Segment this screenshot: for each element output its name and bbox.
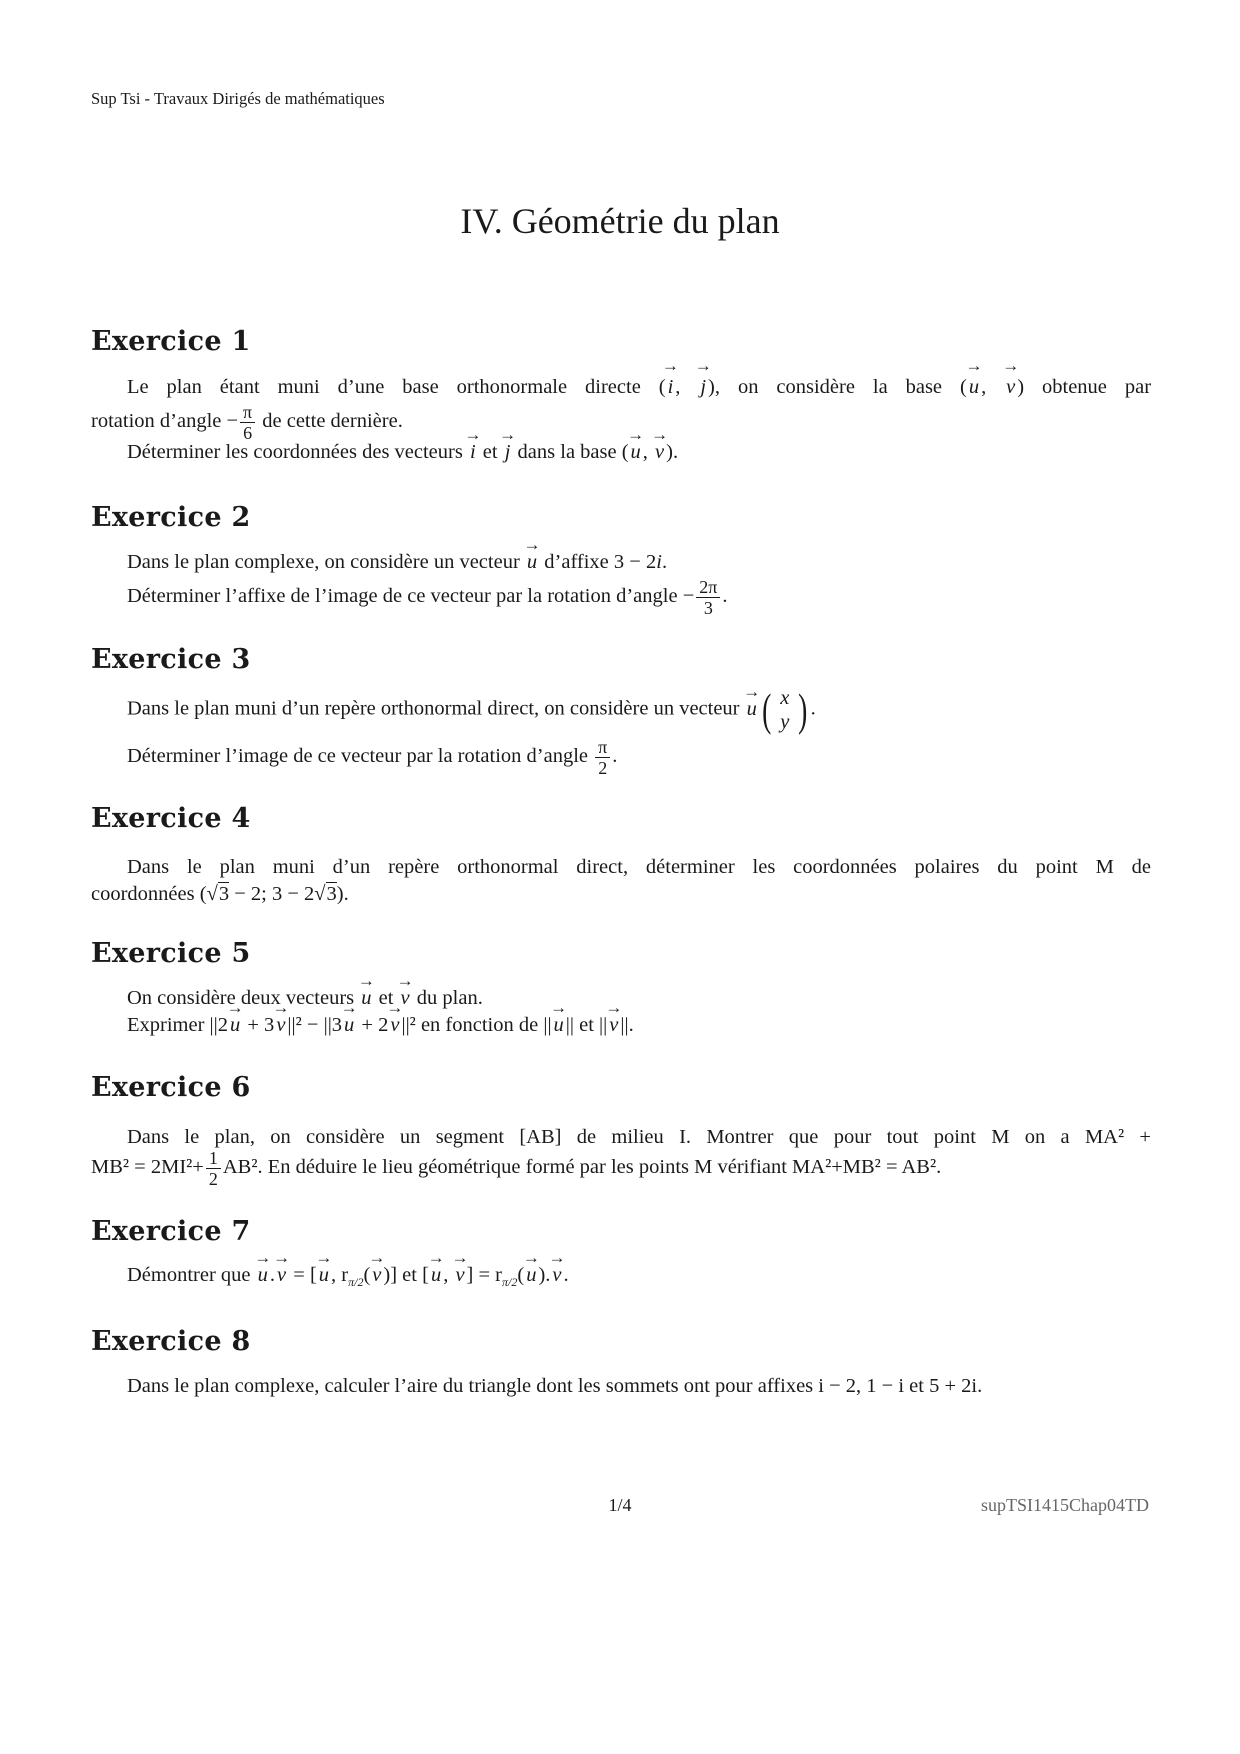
exercise-4-line-2: coordonnées (√3 − 2; 3 − 2√3). (91, 883, 349, 905)
exercise-5-line-1: On considère deux vecteurs → u et → v du plan. (127, 987, 483, 1010)
fraction-angle: $\frac{2\pi}{3}$ (696, 577, 720, 618)
exercise-1-heading: Exercice 1 (91, 326, 251, 357)
exercise-8-heading: Exercice 8 (91, 1326, 251, 1357)
fraction-angle: $\frac{\pi}{6}$ (240, 402, 255, 443)
vector-u: → u (967, 372, 981, 402)
exercise-6-line-2: MB² = 2MI²+ $\frac{1}{2}$ AB². En déduire le lieu géométrique formé par les points M vérifiant MA²+MB² = AB². (91, 1148, 942, 1189)
exercise-5-line-2: Exprimer ||2→ u + 3→ v||² − ||3→ u + 2→ v||² en fonction de ||→ u|| et ||→ v||. (127, 1014, 634, 1037)
vector-j: → j (698, 372, 708, 402)
page-number: 1/4 (608, 1495, 632, 1515)
exercise-8-line-1: Dans le plan complexe, calculer l’aire du triangle dont les sommets ont pour affixes i − 2, 1 − i et 5 + 2i. (127, 1375, 983, 1397)
exercise-3-heading: Exercice 3 (91, 644, 251, 675)
exercise-7-heading: Exercice 7 (91, 1216, 251, 1247)
page-title: IV. Géométrie du plan (460, 201, 780, 241)
document-code: supTSI1415Chap04TD (981, 1495, 1149, 1515)
exercise-6-heading: Exercice 6 (91, 1072, 251, 1103)
exercise-3-line-1: Dans le plan muni d’un repère orthonormal direct, on considère un vecteur → u ( x y ) . (127, 686, 816, 734)
page-header: Sup Tsi - Travaux Dirigés de mathématiques (91, 89, 385, 108)
exercise-7-line-1: Démontrer que → u.→ v = [→ u, $r_{\pi/2}(\to v)$] et [→ u, → $v] = r_{\pi/2}(\to u).\to v$. (127, 1264, 569, 1290)
exercise-4-line-1: Dans le plan muni d’un repère orthonormal direct, déterminer les coordonnées polaires du point M de (127, 856, 1151, 878)
exercise-2-line-1: Dans le plan complexe, on considère un vecteur → u d’affixe 3 − 2i. (127, 551, 667, 574)
exercise-5-heading: Exercice 5 (91, 938, 251, 969)
exercise-2-heading: Exercice 2 (91, 502, 251, 533)
exercise-2-line-2: Déterminer l’affixe de l’image de ce vecteur par la rotation d’angle − $\frac{2\pi}{3}$ . (127, 577, 728, 618)
coordinate-column-vector: ( x y ) (761, 684, 808, 735)
exercise-4-heading: Exercice 4 (91, 803, 251, 834)
exercise-3-line-2: Déterminer l’image de ce vecteur par la rotation d’angle $\frac{\pi}{2}$ . (127, 737, 618, 778)
vector-i: → i (666, 372, 676, 402)
exercise-1-line-2: rotation d’angle − $\frac{\pi}{6}$ de cette dernière. (91, 402, 403, 443)
vector-v: → v (1004, 372, 1017, 402)
exercise-1-line-1: Le plan étant muni d’une base orthonormale directe (→ i, → j), on considère la base (→ u, → v) obtenue par (127, 372, 1151, 402)
fraction-one-half: $\frac{1}{2}$ (206, 1148, 221, 1189)
exercise-1-line-3: Déterminer les coordonnées des vecteurs → i et → j dans la base (→ u, → v). (127, 441, 678, 464)
fraction-angle: $\frac{\pi}{2}$ (595, 737, 610, 778)
exercise-6-line-1: Dans le plan, on considère un segment [AB] de milieu I. Montrer que pour tout point M on a MA² + (127, 1126, 1151, 1148)
